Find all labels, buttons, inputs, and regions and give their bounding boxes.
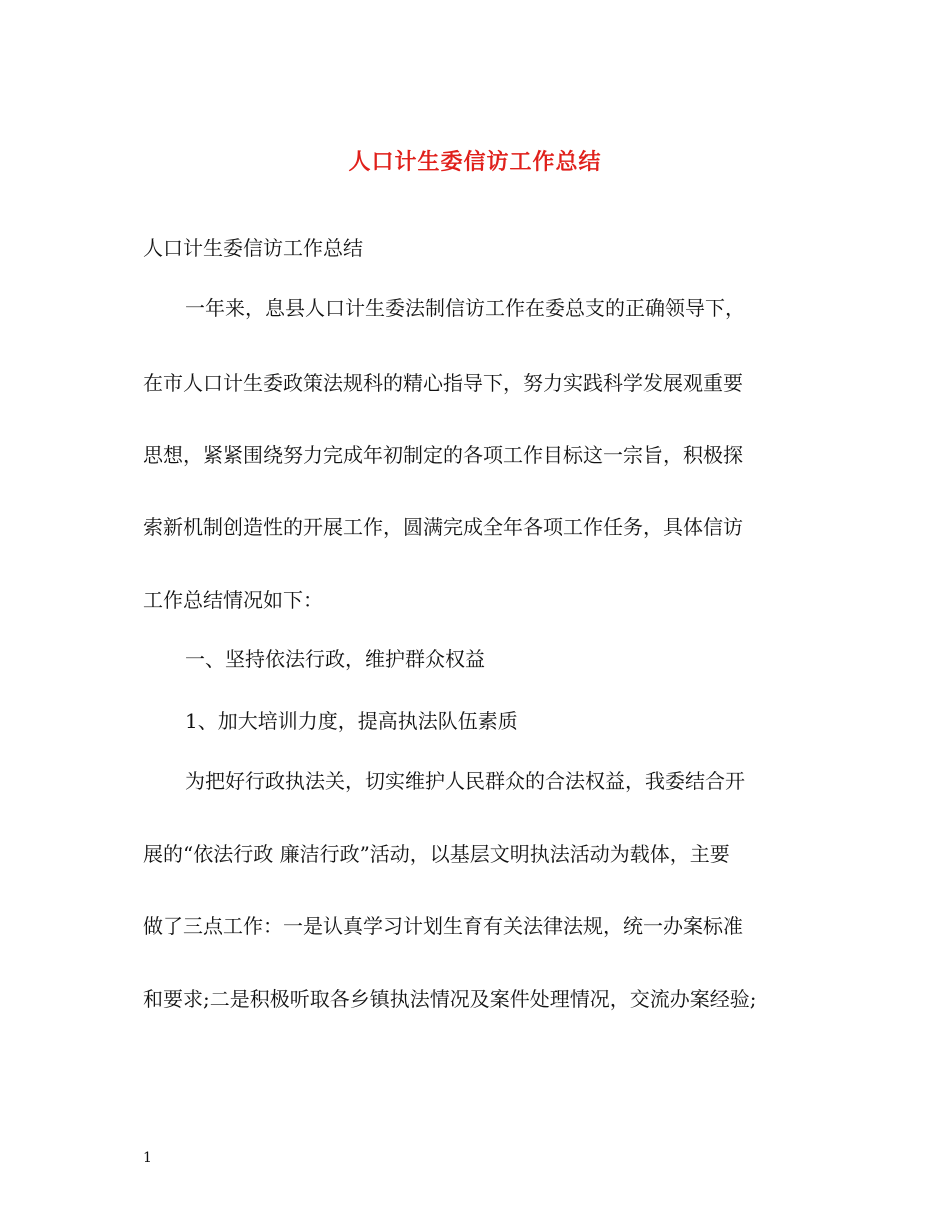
paragraph-line: 做了三点工作：一是认真学习计划生育有关法律法规，统一办案标准 (143, 914, 743, 938)
document-subtitle: 人口计生委信访工作总结 (143, 236, 363, 260)
paragraph-line: 索新机制创造性的开展工作，圆满完成全年各项工作任务，具体信访 (143, 515, 743, 539)
paragraph-line: 展的“依法行政 廉洁行政”活动，以基层文明执法活动为载体，主要 (143, 842, 730, 866)
page-number: 1 (143, 1150, 152, 1166)
section-heading: 一、坚持依法行政，维护群众权益 (185, 647, 485, 671)
paragraph-line: 在市人口计生委政策法规科的精心指导下，努力实践科学发展观重要 (143, 371, 743, 395)
paragraph-line: 为把好行政执法关，切实维护人民群众的合法权益，我委结合开 (185, 769, 745, 793)
paragraph-line: 工作总结情况如下： (143, 588, 323, 612)
paragraph-line: 和要求;二是积极听取各乡镇执法情况及案件处理情况，交流办案经验; (143, 987, 757, 1011)
subsection-heading: 1、加大培训力度，提高执法队伍素质 (185, 709, 518, 733)
paragraph-line: 一年来，息县人口计生委法制信访工作在委总支的正确领导下， (185, 296, 745, 320)
paragraph-line: 思想，紧紧围绕努力完成年初制定的各项工作目标这一宗旨，积极探 (143, 443, 743, 467)
document-title: 人口计生委信访工作总结 (348, 149, 602, 175)
